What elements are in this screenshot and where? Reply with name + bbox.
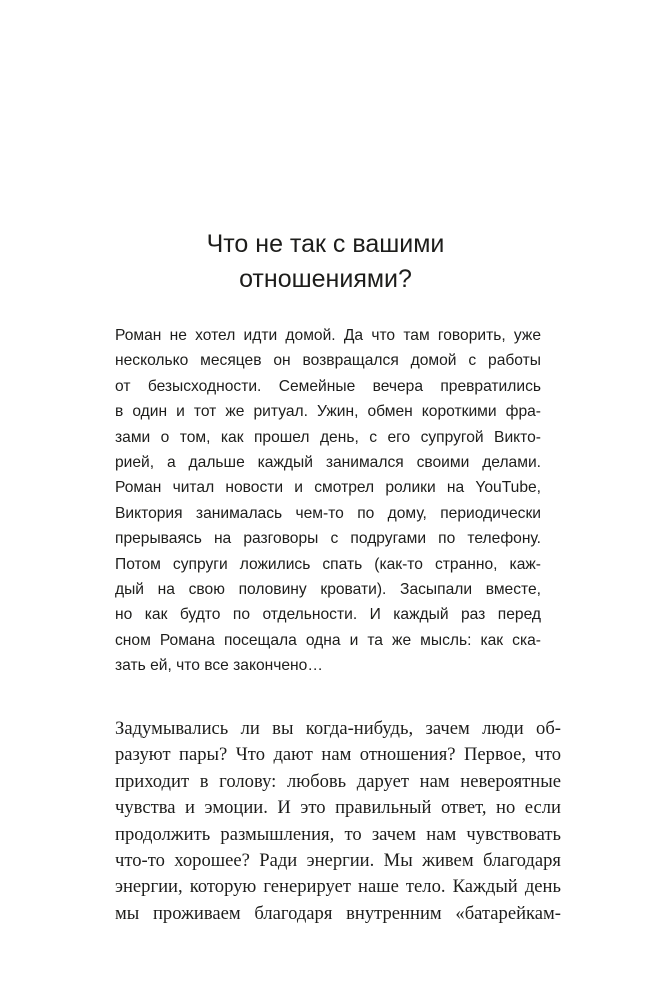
body-line: энергии, которую генерирует наше тело. Каждый день	[115, 876, 561, 898]
intro-line: дый на свою половину кровати). Засыпали вместе,	[115, 581, 541, 599]
intro-line: несколько месяцев он возвращался домой с работы	[115, 352, 541, 370]
intro-line: Виктория занималась чем-то по дому, периодически	[115, 504, 541, 522]
body-line: разуют пары? Что дают нам отношения? Первое, что	[115, 744, 561, 766]
intro-line: зать ей, что все закончено…	[115, 657, 323, 675]
body-line: Задумывались ли вы когда-нибудь, зачем люди об-	[115, 718, 561, 739]
intro-line: Роман не хотел идти домой. Да что там говорить, уже	[115, 327, 541, 344]
intro-line: Потом супруги ложились спать (как-то странно, каж-	[115, 555, 541, 573]
intro-line: но как будто по отдельности. И каждый раз перед	[115, 606, 541, 624]
intro-line: в один и тот же ритуал. Ужин, обмен короткими фра-	[115, 403, 541, 421]
intro-line: Роман читал новости и смотрел ролики на YouTube,	[115, 479, 541, 497]
body-paragraph	[115, 716, 561, 927]
chapter-title	[0, 227, 651, 297]
body-line: мы проживаем благодаря внутренним «батарейкам-	[115, 902, 561, 924]
intro-line: от безысходности. Семейные вечера превратились	[115, 377, 541, 395]
body-line: продолжить размышления, то зачем нам чувствовать	[115, 823, 561, 845]
intro-line: прерываясь на разговоры с подругами по телефону.	[115, 530, 541, 548]
intro-line: зами о том, как прошел день, с его супругой Викто-	[115, 428, 541, 446]
intro-story-paragraph	[115, 323, 541, 679]
chapter-title-line: Что не так с вашими	[206, 230, 445, 258]
body-line: что-то хорошее? Ради энергии. Мы живем благодаря	[115, 850, 561, 872]
body-line: приходит в голову: любовь дарует нам невероятные	[115, 770, 561, 792]
chapter-title-line: отношениями?	[239, 265, 412, 293]
intro-line: сном Романа посещала одна и та же мысль: как ска-	[115, 631, 541, 649]
body-line: чувства и эмоции. И это правильный ответ, но если	[115, 797, 561, 819]
intro-line: рией, а дальше каждый занимался своими делами.	[115, 454, 541, 472]
